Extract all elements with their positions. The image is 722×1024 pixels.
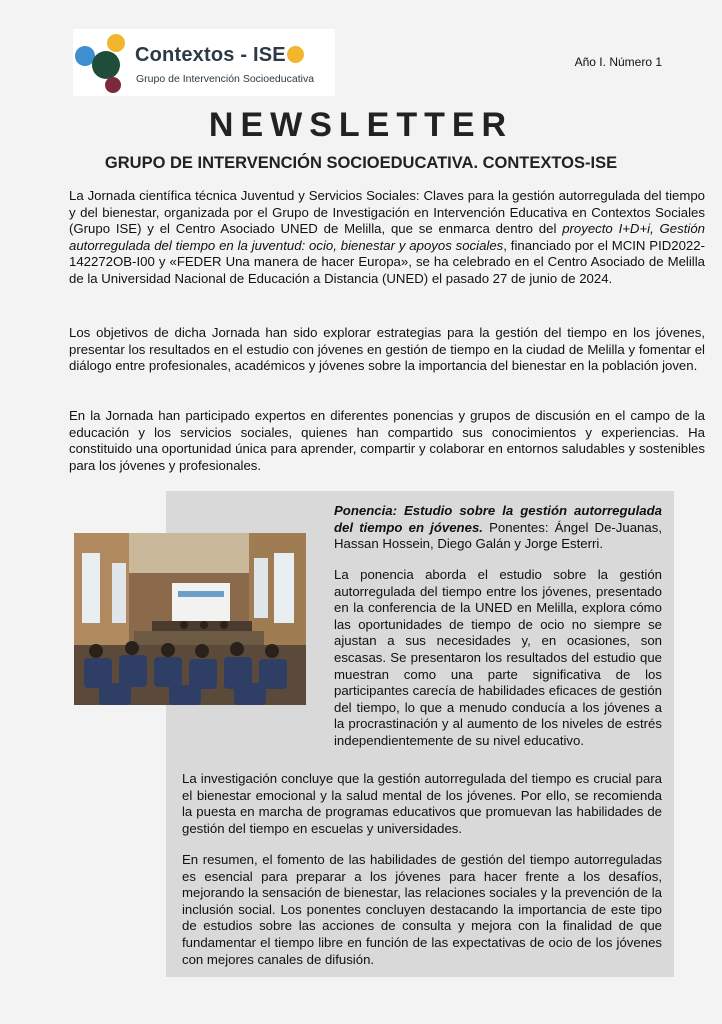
ponencia-paragraph-2: La investigación concluye que la gestión autorregulada del tiempo es crucial para el bienestar emocional y la salud mental de los jóvenes. Por ello, se recomienda la puesta en marcha de programas educativos que promuevan las habilidades de gestión del tiempo en escuelas y universidades. xyxy=(182,771,662,836)
logo-circles-icon xyxy=(73,29,135,96)
intro-paragraph-1: La Jornada científica técnica Juventud y Servicios Sociales: Claves para la gestión autorregulada del tiempo y del bienestar, organizada por el Grupo de Investigación en Intervención Educativa en Contextos Sociales (Grupo ISE) y el Centro Asociado UNED de Melilla, que se enmarca dentro del proyecto I+D+i, Gestión autorregulada del tiempo en la juventud: ocio, bienestar y apoyos sociales, financiado por el MCIN PID2022-142272OB-I00 y «FEDER Una manera de hacer Europa», se ha celebrado en el Centro Asociado de Melilla de la Universidad Nacional de Educación a Distancia (UNED) el pasado 27 de junio de 2024. xyxy=(69,188,706,286)
logo xyxy=(73,29,335,96)
logo-brand: Contextos - ISE xyxy=(135,44,304,67)
conference-photo xyxy=(74,533,306,705)
ponencia-paragraph-3: En resumen, el fomento de las habilidades de gestión del tiempo autorreguladas es esencial para preparar a los jóvenes para hacer frente a los desafíos, mejorando la sensación de bienestar, las relaciones sociales y la prevención de la inclusión social. Los ponentes concluyen destacando la importancia de este tipo de estudios sobre las acciones de consulta y mejora con la finalidad de que fundamentar el tiempo libre en función de las expectativas de ocio de los jóvenes con mejores canales de difusión. xyxy=(182,852,662,967)
page-subtitle: GRUPO DE INTERVENCIÓN SOCIOEDUCATIVA. CONTEXTOS-ISE xyxy=(104,154,618,172)
intro-paragraph-3: En la Jornada han participado expertos en diferentes ponencias y grupos de discusión en el campo de la educación y los servicios sociales, quienes han compartido sus conocimientos y experiencias. Ha constituido una oportunidad única para aprender, compartir y colaborar en entornos saludables y sostenibles para los jóvenes y profesionales. xyxy=(69,408,705,473)
issue-number: Año I. Número 1 xyxy=(574,55,662,69)
ponencia-paragraph-1: La ponencia aborda el estudio sobre la gestión autorregulada del tiempo entre los jóvenes, presentado en la conferencia de la UNED en Melilla, explora cómo las oportunidades de tiempo de ocio no siempre se ajustan a sus necesidades y, en ocasiones, son escasas. Se presentaron los resultados del estudio que muestran como una parte significativa de los participantes carecía de habilidades eficaces de gestión del tiempo, lo que a menudo conducía a los jóvenes a la procrastinación y al aumento de los niveles de estrés independientemente de su nivel educativo. xyxy=(334,567,662,748)
page-title: NEWSLETTER xyxy=(208,106,514,144)
logo-subtitle: Grupo de Intervención Socioeducativa xyxy=(136,73,315,85)
ponencia-heading: Ponencia: Estudio sobre la gestión autorregulada del tiempo en jóvenes. Ponentes: Ángel De-Juanas, Hassan Hossein, Diego Galán y Jorge Esterri. xyxy=(334,503,662,552)
intro-paragraph-2: Los objetivos de dicha Jornada han sido explorar estrategias para la gestión del tiempo en los jóvenes, presentar los resultados en el estudio con jóvenes en gestión de tiempo en la ciudad de Melilla y fomentar el diálogo entre profesionales, académicos y jóvenes sobre la importancia del bienestar en la población joven. xyxy=(69,325,705,374)
